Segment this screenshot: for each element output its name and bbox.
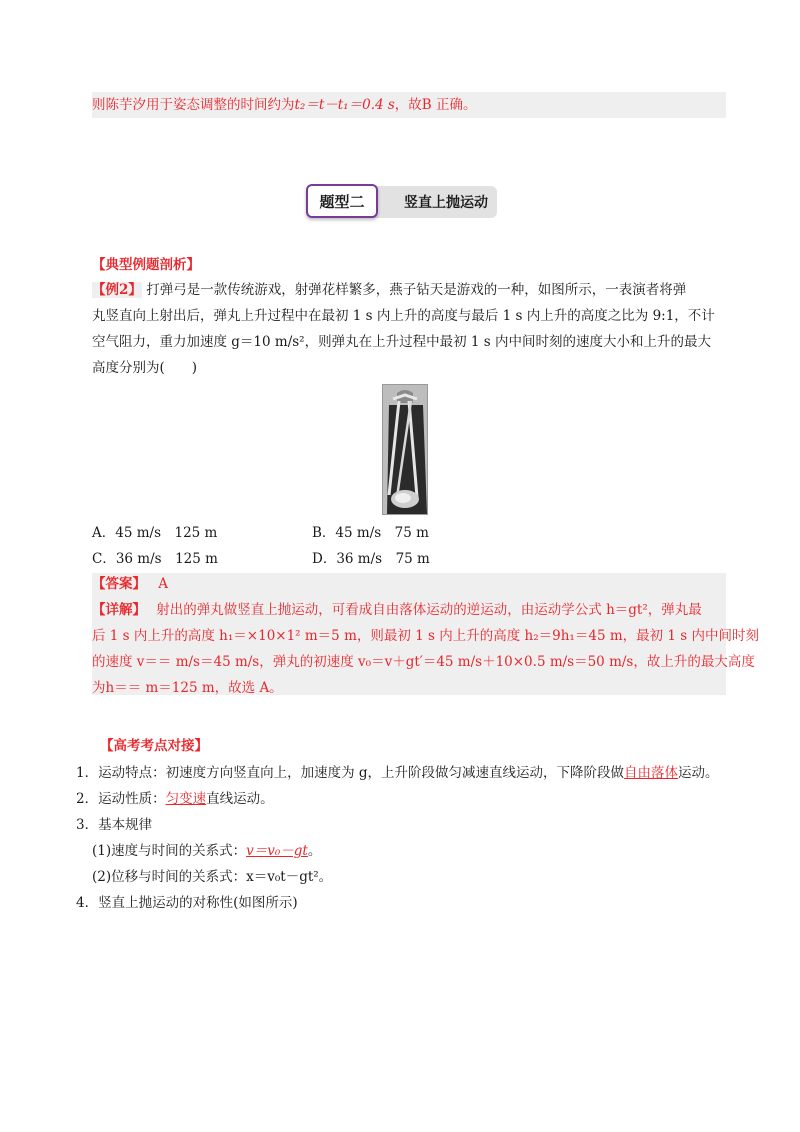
example-label: 【例2】 [92, 282, 142, 298]
slingshot-illustration [383, 385, 427, 514]
answer-value: A [158, 576, 169, 592]
conclusion-text: 则陈芋汐用于姿态调整的时间约为 [92, 97, 295, 113]
point-1-text: 1．运动特点：初速度方向竖直向上，加速度为 g，上升阶段做匀减速直线运动，下降阶段做 [76, 765, 625, 781]
example-line-2: 丸竖直向上射出后，弹丸上升过程中在最初 1 s 内上升的高度与最后 1 s 内上升的高度之比为 9:1，不计 [92, 308, 715, 324]
slingshot-photo [382, 384, 428, 515]
detail-line-3: 的速度 v＝＝ m/s＝45 m/s，弹丸的初速度 v₀＝v＋gt′＝45 m/s＋10×0.5 m/s＝50 m/s，故上升的最大高度 [92, 654, 755, 670]
option-c: C．36 m/s 125 m [92, 551, 218, 567]
point-1-blank: 自由落体 [624, 765, 679, 781]
point-1-tail: 运动。 [678, 765, 719, 781]
answer-line [92, 571, 168, 597]
conclusion-formula: t₂＝t－t₁＝0.4 s [294, 97, 395, 113]
detail-label: 【详解】 [92, 602, 146, 618]
answer-label: 【答案】 [92, 576, 146, 592]
point-1 [76, 760, 719, 786]
conclusion-tail: ，故B 正确。 [394, 97, 477, 113]
point-2-text: 2．运动性质： [76, 791, 166, 807]
section-banner-tag: 题型二 [306, 184, 378, 218]
detail-text-1: 射出的弹丸做竖直上抛运动，可看成自由落体运动的逆运动，由运动学公式 h＝gt²，弹丸最 [156, 602, 702, 618]
example-text-1: 打弹弓是一款传统游戏，射弹花样繁多，燕子钻天是游戏的一种，如图所示，一表演者将弹 [146, 282, 687, 298]
point-3: 3．基本规律 [76, 817, 153, 833]
section-heading-example-analysis: 【典型例题剖析】 [92, 257, 200, 273]
point-4: 4．竖直上抛运动的对称性(如图所示) [76, 895, 298, 911]
point-3a-blank: v＝v₀－gt [246, 843, 308, 859]
option-d: D．36 m/s 75 m [312, 551, 430, 567]
point-3a [92, 838, 321, 864]
option-b: B．45 m/s 75 m [312, 525, 429, 541]
detail-line-2: 后 1 s 内上升的高度 h₁＝×10×1² m＝5 m，则最初 1 s 内上升的高度 h₂＝9h₁＝45 m，最初 1 s 内中间时刻 [92, 628, 760, 644]
detail-line-1 [92, 597, 702, 623]
point-3a-text: (1)速度与时间的关系式： [92, 843, 247, 859]
point-2-blank: 匀变速 [165, 791, 207, 807]
solution-conclusion-line [92, 92, 726, 118]
section-banner-title: 竖直上抛运动 [404, 195, 488, 211]
point-2-tail: 直线运动。 [206, 791, 274, 807]
example-line-1 [92, 277, 686, 303]
point-3a-tail: 。 [307, 843, 322, 859]
section-heading-exam-points: 【高考考点对接】 [100, 738, 208, 754]
point-3b: (2)位移与时间的关系式：x＝v₀t－gt²。 [92, 869, 333, 885]
example-line-3: 空气阻力，重力加速度 g＝10 m/s²，则弹丸在上升过程中最初 1 s 内中间时刻的速度大小和上升的最大 [92, 334, 711, 350]
point-2 [76, 786, 274, 812]
detail-line-4: 为h＝＝ m＝125 m，故选 A。 [92, 680, 283, 696]
example-line-4: 高度分别为( ) [92, 360, 198, 376]
option-a: A．45 m/s 125 m [92, 525, 218, 541]
